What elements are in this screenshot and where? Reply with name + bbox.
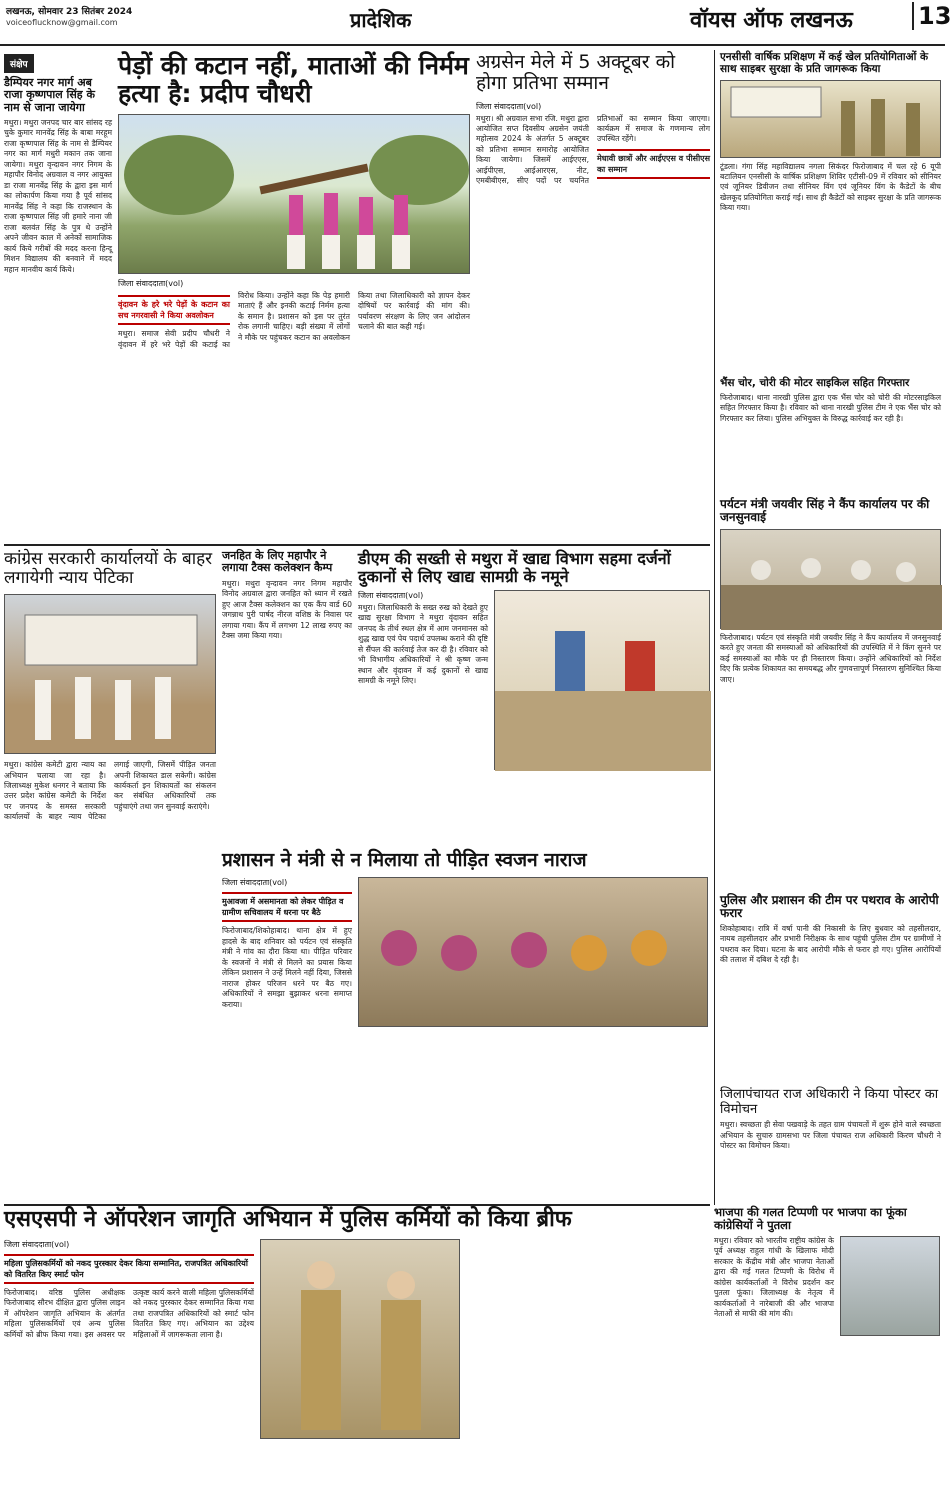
minister-body: फिरोजाबाद। पर्यटन एवं संस्कृति मंत्री जयवीर सिंह ने कैंप कार्यालय में जनसुनवाई करते हुए जनता की समस्याओं को अधिकारियों की उपस्थिति में ने किंग सुनने पर कई समस्याओं का मौके पर ही निस्तारण किया। उन्होंने अधिकारियों को निर्देश दिए कि प्रत्येक शिकायत का समयबद्ध और गुणवत्तापूर्ण निस्तारण सुनिश्चित किया जाए। [720, 632, 941, 684]
minister2-body: फिरोजाबाद/शिकोहाबाद। थाना क्षेत्र में हुए हादसे के बाद शनिवार को पर्यटन एवं संस्कृति मंत्री ने गांव का दौरा किया था। पीड़ित परिवार के स्वजनों ने मंत्री से मिलने का प्रयास किया लेकिन प्रशासन ने उन्हें मिलने नहीं दिया, जिससे नाराज होकर परिजन धरने पर बैठ गए। अधिकारियों ने समझा बुझाकर धरना समाप्त कराया। [222, 926, 352, 1009]
bjp-article [714, 1206, 941, 1496]
panchayat-article [720, 1088, 941, 1202]
dateline: लखनऊ, सोमवार 23 सितंबर 2024 [6, 7, 133, 17]
brief-article [4, 52, 112, 542]
lead-byline: जिला संवाददाता(vol) [118, 279, 184, 288]
lead-article [118, 52, 470, 542]
brand-logo: वॉयस ऑफ लखनऊ [690, 7, 853, 33]
panchayat-body: मथुरा। स्वच्छता ही सेवा पखवाड़े के तहत ग्राम पंचायतों में शुरू होने वाले स्वच्छता अभियान के सुचारु ग्रामसभा पर जिला पंचायत राज अधिकारी किरण चौधरी ने पोस्टर का विमोचन किया। [720, 1120, 941, 1151]
agrasen-body: मथुरा। श्री अग्रवाल सभा रजि. मथुरा द्वारा आयोजित सप्त दिवसीय अग्रसेन जयंती महोत्सव 2024 के अंतर्गत 5 अक्टूबर को प्रतिभा सम्मान समारोह आयोजित किया जायेगा। जिसमें आईएएस, आईपीएस, आईआरएस, नीट, एमबीबीएस, सीए पदों पर चयनित प्रतिभाओं का सम्मान किया जाएगा। कार्यक्रम में समाज के गणमान्य लोग उपस्थित रहेंगे। मेधावी छात्रों और आईएएस व पीसीएस का सम्मान [476, 113, 710, 186]
stage-illustration [5, 595, 217, 755]
lead-body: वृंदावन के हरे भरे पेड़ों के कटान का सच नगरवासी ने किया अवलोकन मथुरा। समाज सेवी प्रदीप चौधरी ने वृंदावन में हरे भरे पेड़ों की कटाई का विरोध किया। उन्होंने कहा कि पेड़ हमारी माताएं हैं और इनकी कटाई निर्मम हत्या के समान है। प्रशासन को इस पर तुरंत रोक लगानी चाहिए। बड़ी संख्या में लोगों ने मौके पर पहुंचकर कटान का अवलोकन किया तथा जिलाधिकारी को ज्ञापन देकर दोषियों पर कार्रवाई की मांग की। पर्यावरण संरक्षण के लिए जन आंदोलन चलाने की बात कही गई। [118, 291, 470, 349]
nyaya-headline: कांग्रेस सरकारी कार्यालयों के बाहर लगायेगी न्याय पेटिका [4, 549, 213, 589]
food-headline: डीएम की सख्ती से मथुरा में खाद्य विभाग सहमा दर्जनों दुकानों से लिए खाद्य सामग्री के नमूने [358, 549, 671, 586]
ssp-byline: जिला संवाददाता(vol) [4, 1239, 70, 1249]
lead-headline: पेड़ों की कटान नहीं, माताओं की निर्मम हत्या है: प्रदीप चौधरी [118, 51, 469, 108]
page-number: 13 [912, 2, 951, 30]
stone-headline: पुलिस और प्रशासन की टीम पर पथराव के आरोपी फरार [720, 893, 939, 921]
trees-people-illustration [119, 115, 471, 275]
food-article [358, 550, 710, 846]
panchayat-headline: जिलापंचायत राज अधिकारी ने किया पोस्टर का विमोचन [720, 1087, 939, 1117]
minister2-headline: प्रशासन ने मंत्री से न मिलाया तो पीड़ित स्वजन नाराज [222, 849, 587, 871]
agrasen-headline: अग्रसेन मेले में 5 अक्टूबर को होगा प्रतिभा सम्मान [476, 51, 676, 95]
ncc-photo [720, 80, 941, 158]
ssp-body: फिरोजाबाद। वरिष्ठ पुलिस अधीक्षक फिरोजाबाद सौरभ दीक्षित द्वारा पुलिस लाइन में ऑपरेशन जागृति अभियान के अंतर्गत महिला पुलिसकर्मियों एवं अन्य पुलिस कर्मियों को ब्रीफ किया गया। इस अवसर पर उत्कृष्ट कार्य करने वाली महिला पुलिसकर्मियों को नकद पुरस्कार देकर सम्मानित किया गया तथा राजपत्रित अधिकारियों को स्मार्ट फोन वितरित किए गए। अभियान का उद्देश्य महिलाओं में जागरूकता लाना है। [4, 1287, 254, 1339]
bjp-body: मथुरा। रविवार को भारतीय राष्ट्रीय कांग्रेस के पूर्व अध्यक्ष राहुल गांधी के खिलाफ मोदी सरकार के केंद्रीय मंत्री और भाजपा नेताओं द्वारा की गई गलत टिप्पणी के विरोध में कांग्रेस कार्यकर्ताओं ने विरोध प्रदर्शन कर पुतला फूंका। जिलाध्यक्ष के नेतृत्व में कार्यकर्ताओं ने नारेबाजी की और भाजपा नेताओं से माफी की मांग की। [714, 1235, 834, 1319]
tax-body: मथुरा। मथुरा वृन्दावन नगर निगम महापौर विनोद अग्रवाल द्वारा जनहित को ध्यान में रखते हुए आज टैक्स कलेक्शन का एक कैंप वार्ड 60 जगन्नाथ पुरी पार्षद नीरज वशिष्ठ के निवास पर लगाया गया। कैंप में लगभग 12 लाख रुपए का टैक्स जमा किया गया। [222, 578, 352, 640]
minister-photo [720, 529, 941, 629]
section-title: प्रादेशिक [350, 8, 412, 32]
food-byline: जिला संवाददाता(vol) [358, 590, 424, 600]
nyaya-body: मथुरा। कांग्रेस कमेटी द्वारा न्याय का अभियान चलाया जा रहा है। जिलाध्यक्ष मुकेश धनगर ने बताया कि उत्तर प्रदेश कांग्रेस कमेटी के निर्देश पर जनपद के समस्त सरकारी कार्यालयों के बाहर न्याय पेटिका लगाई जाएगी, जिसमें पीड़ित जनता अपनी शिकायत डाल सकेगी। कांग्रेस कार्यकर्ता इन शिकायतों का संकलन कर संबंधित अधिकारियों तक पहुंचाएंगे तथा जन सुनवाई कराएंगे। [4, 760, 216, 822]
brief-headline: डैम्पियर नगर मार्ग अब राजा कृष्णपाल सिंह के नाम से जाना जायेगा [4, 76, 95, 114]
meeting-illustration [721, 530, 942, 630]
minister2-article [222, 850, 710, 1202]
protest-illustration [359, 878, 709, 1028]
agrasen-byline: जिला संवाददाता(vol) [476, 101, 542, 111]
agrasen-callout: मेधावी छात्रों और आईएएस व पीसीएस का सम्मान [597, 149, 710, 179]
police-officers-illustration [261, 1240, 461, 1440]
bike-article [720, 378, 941, 496]
food-body: मथुरा। जिलाधिकारी के सख्त रुख को देखते हुए खाद्य सुरक्षा विभाग ने मथुरा वृंदावन सहित जनपद के तीर्थ स्थल क्षेत्र में आम जनमानस को शुद्ध खाद्य एवं पेय पदार्थ उपलब्ध कराने की दृष्टि से सैंपल की कार्रवाई तेज कर दी है। रविवार को भी विभागीय अधिकारियों ने श्री कृष्ण जन्म स्थान और वृंदावन में कई दुकानों से खाद्य सामग्री के नमूने लिए। [358, 602, 488, 686]
brief-label: संक्षेप [4, 54, 34, 73]
bike-body: फिरोजाबाद। थाना नारखी पुलिस द्वारा एक भैंस चोर को चोरी की मोटरसाइकिल सहित गिरफ्तार किया है। रविवार को थाना नारखी पुलिस टीम ने एक भैंस चोर को गिरफ्तार कर लिया। पुलिस अभियुक्त के विरुद्ध कार्रवाई कर रही है। [720, 392, 941, 423]
masthead [0, 0, 951, 46]
stone-body: शिकोहाबाद। रात्रि में वर्षा पानी की निकासी के लिए बुधवार को तहसीलदार, नायब तहसीलदार और प्रभारी निरीक्षक के साथ पहुंची पुलिस टीम पर ग्रामीणों ने पथराव कर दिया। घटना के बाद आरोपी मौके से फरार हो गए। पुलिस आरोपियों की तलाश में दबिश दे रही है। [720, 923, 941, 965]
ssp-headline: एसएसपी ने ऑपरेशन जागृति अभियान में पुलिस कर्मियों को किया ब्रीफ [4, 1207, 572, 1232]
ssp-body-cont [466, 1239, 704, 1439]
agrasen-article [476, 52, 710, 542]
website: voiceoflucknow@gmail.com [6, 18, 118, 27]
bjp-photo [840, 1236, 940, 1336]
ssp-article [4, 1208, 710, 1496]
stone-article [720, 894, 941, 1084]
lead-photo [118, 114, 470, 274]
ncc-ceremony-illustration [721, 81, 942, 159]
brief-body: मथुरा। मथुरा जनपद चार बार सांसद रह चुके कुमार मानवेंद्र सिंह के बाबा मरहूम राजा कृष्णपाल सिंह के नाम से डैम्पियर नगर का मार्ग मधुरी मकान तक जाना जायेगा। मथुरा वृन्दावन नगर निगम के महापौर विनोद अग्रवाल व नगर आयुक्त डा राजा मानवेंद्र सिंह के द्वारा इस मार्ग का लोकार्पण किया गया है पूर्व सांसद मानवेंद्र सिंह ने कहा कि राजस्थान के राजा कृष्णपाल सिंह जी हमारे नाना जी राजा बलवंत सिंह के पुत्र थे उन्होंने अपने जीवन काल में अनेकों सामाजिक कार्य किये गरीबों की मदद करना हिन्दू मिशन विद्यालय की बनवाने में मदद महान मानवीय कार्य किये। [4, 117, 112, 274]
nyaya-article [4, 550, 216, 1202]
ncc-body: टूंडला। गंगा सिंह महाविद्यालय नगला सिकंदर फिरोजाबाद में चल रहे 6 यूपी बटालियन एनसीसी के वार्षिक प्रशिक्षण शिविर एटीसी-09 में रविवार को सीनियर एवं जूनियर डिवीजन तथा सीनियर विंग एवं जूनियर विंग के कैडेटों के बीच खेलकूद प्रतियोगिता कराई गई। साथ ही कैडेटों को साइबर सुरक्षा के प्रति जागरूक किया गया। [720, 161, 941, 213]
column-divider [714, 50, 715, 1205]
minister-article [720, 498, 941, 890]
minister2-byline: जिला संवाददाता(vol) [222, 878, 288, 888]
tax-headline: जनहित के लिए महापौर ने लगाया टैक्स कलेक्शन कैम्प [222, 549, 333, 575]
section-rule-2 [4, 1204, 710, 1206]
ssp-callout: महिला पुलिसकर्मियों को नकद पुरस्कार देकर किया सम्मानित, राजपत्रित अधिकारियों को वितरित किए स्मार्ट फोन [4, 1254, 254, 1284]
minister-headline: पर्यटन मंत्री जयवीर सिंह ने कैंप कार्यालय पर की जनसुनवाई [720, 497, 930, 525]
food-photo [494, 590, 710, 770]
bjp-headline: भाजपा की गलत टिप्पणी पर भाजपा का फूंका कांग्रेसियों ने पुतला [714, 1205, 907, 1232]
minister2-photo [358, 877, 708, 1027]
section-rule [4, 544, 710, 546]
minister2-callout: मुआवजा में असमानता को लेकर पीड़ित व ग्रामीण सचिवालय में धरना पर बैठे [222, 892, 352, 922]
shop-inspection-illustration [495, 591, 711, 771]
ncc-article [720, 52, 941, 372]
lead-callout: वृंदावन के हरे भरे पेड़ों के कटान का सच नगरवासी ने किया अवलोकन [118, 295, 230, 325]
nyaya-photo [4, 594, 216, 754]
bike-headline: भैंस चोर, चोरी की मोटर साइकिल सहित गिरफ्तार [720, 377, 910, 389]
ssp-photo [260, 1239, 460, 1439]
ncc-headline: एनसीसी वार्षिक प्रशिक्षण में कई खेल प्रतियोगिताओं के साथ साइबर सुरक्षा के प्रति जागरूक किया [720, 51, 929, 75]
